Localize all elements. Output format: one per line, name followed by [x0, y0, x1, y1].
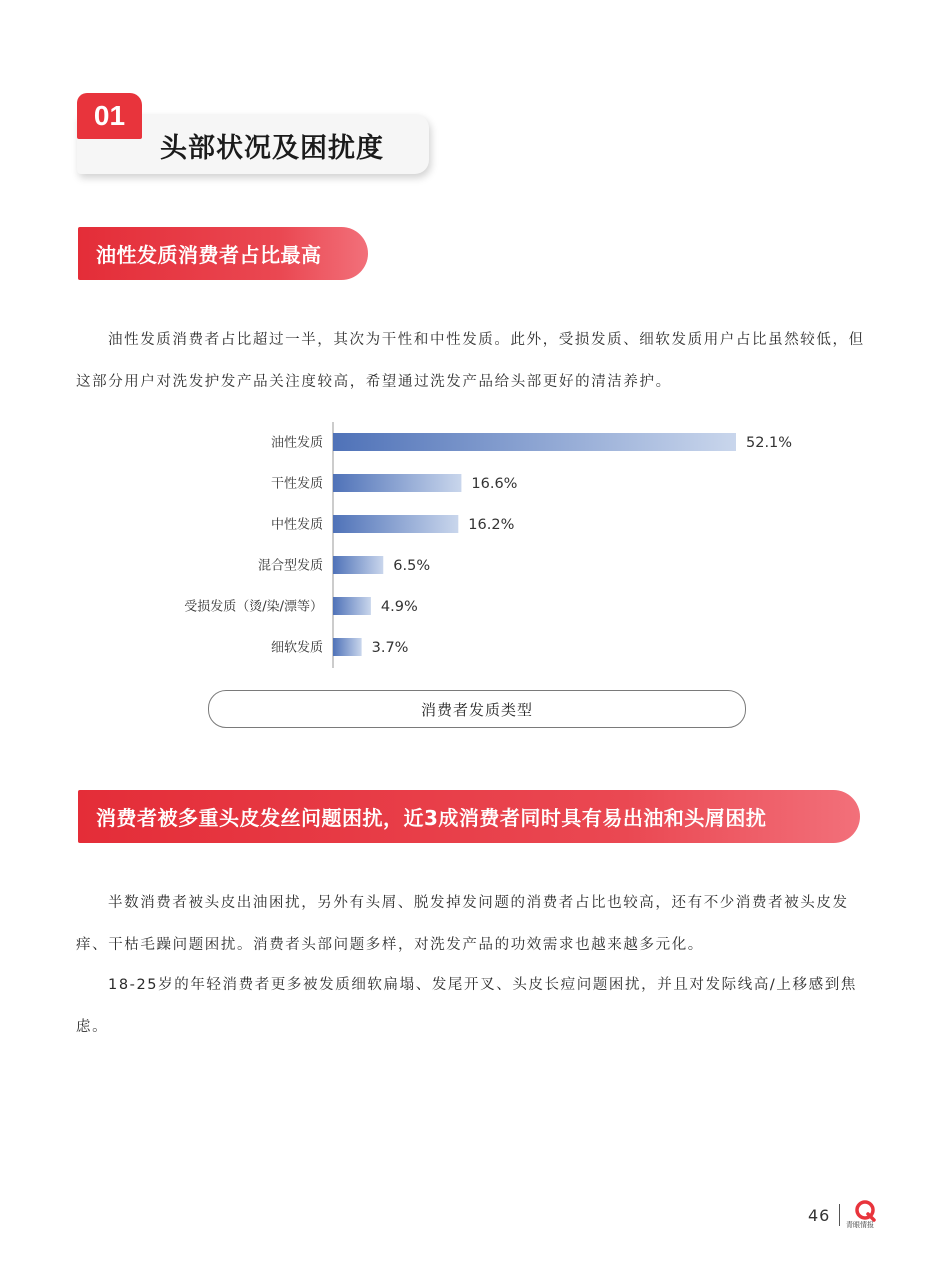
paragraph-hair-type: 油性发质消费者占比超过一半，其次为干性和中性发质。此外，受损发质、细软发质用户占比虽然较低，但这部分用户对洗发护发产品关注度较高，希望通过洗发产品给头部更好的清洁养护。: [76, 332, 865, 390]
category-label: 中性发质: [270, 517, 323, 533]
category-label: 干性发质: [270, 476, 323, 492]
value-label: 4.9%: [380, 599, 418, 615]
paragraph-scalp-problems: 半数消费者被头皮出油困扰，另外有头屑、脱发掉发问题的消费者占比也较高，还有不少消费者被头皮发痒、干枯毛躁问题困扰。消费者头部问题多样，对洗发产品的功效需求也越来越多元化。: [76, 895, 849, 953]
bar: [333, 597, 371, 615]
brand-logo-text: 青眼情报: [846, 1221, 874, 1229]
bar: [333, 433, 736, 451]
hair-type-bar-chart: [150, 420, 850, 680]
value-label: 52.1%: [746, 435, 793, 451]
value-label: 3.7%: [371, 640, 409, 656]
page-number: 46: [808, 1206, 831, 1225]
section-number: 01: [77, 93, 142, 139]
value-label: 6.5%: [393, 558, 431, 574]
category-label: 受损发质（烫/染/漂等）: [184, 599, 323, 615]
bar: [333, 638, 362, 656]
bar: [333, 556, 383, 574]
x-axis-label-box: [208, 690, 746, 728]
bar: [333, 474, 461, 492]
section-title: 头部状况及困扰度: [160, 133, 384, 164]
category-label: 细软发质: [270, 640, 323, 656]
bar: [333, 515, 458, 533]
subsection-banner-oily-hair: 油性发质消费者占比最高: [78, 227, 368, 280]
page-separator: [839, 1204, 840, 1226]
subsection-banner-scalp-problems: 消费者被多重头皮发丝问题困扰，近3成消费者同时具有易出油和头屑困扰: [78, 790, 860, 843]
value-label: 16.6%: [471, 476, 518, 492]
x-axis-label: 消费者发质类型: [420, 700, 533, 719]
paragraph-young-consumers: 18-25岁的年轻消费者更多被发质细软扁塌、发尾开叉、头皮长痘问题困扰，并且对发际线高/上移感到焦虑。: [76, 977, 857, 1035]
category-label: 油性发质: [270, 435, 323, 451]
value-label: 16.2%: [468, 517, 515, 533]
category-label: 混合型发质: [257, 558, 323, 574]
